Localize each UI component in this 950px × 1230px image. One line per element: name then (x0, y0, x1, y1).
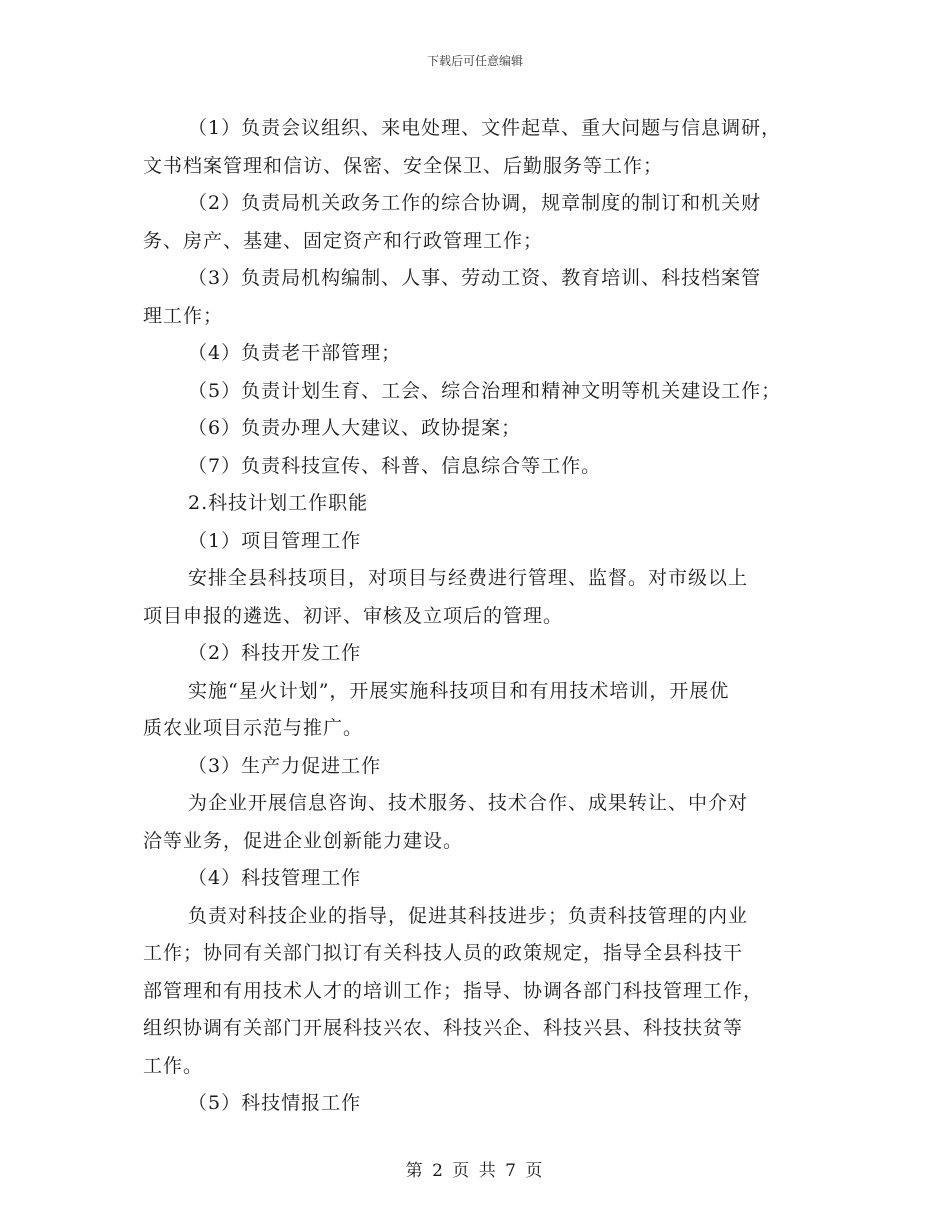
text-line: （1）项目管理工作 (188, 529, 362, 552)
text-line: 务、房产、基建、固定资产和行政管理工作； (143, 229, 544, 252)
text-line: 组织协调有关部门开展科技兴农、科技兴企、科技兴县、科技扶贫等 (143, 1017, 744, 1039)
text-line: （1）负责会议组织、来电处理、文件起草、重大问题与信息调研， (188, 117, 782, 139)
text-line: 理工作； (143, 304, 224, 327)
text-line: 洽等业务，促进企业创新能力建设。 (143, 829, 464, 852)
text-line: （5）科技情报工作 (188, 1092, 362, 1114)
text-line: 部管理和有用技术人才的培训工作；指导、协调各部门科技管理工作， (143, 979, 764, 1002)
text-line: 项目申报的遴选、初评、审核及立项后的管理。 (143, 604, 564, 627)
text-line: 2.科技计划工作职能 (188, 492, 369, 514)
text-line: （4）负责老干部管理； (188, 342, 402, 364)
text-line: 实施“星火计划”，开展实施科技项目和有用技术培训，开展优 (188, 679, 730, 702)
text-line: （4）科技管理工作 (188, 867, 362, 889)
document-body (143, 110, 823, 1123)
text-line: 质农业项目示范与推广。 (143, 717, 364, 739)
text-line: （2）科技开发工作 (188, 642, 362, 664)
text-line: 文书档案管理和信访、保密、安全保卫、后勤服务等工作； (143, 154, 664, 177)
text-line: 安排全县科技项目，对项目与经费进行管理、监督。对市级以上 (188, 567, 749, 589)
text-line: （3）负责局机构编制、人事、劳动工资、教育培训、科技档案管 (188, 267, 762, 289)
text-line: 工作；协同有关部门拟订有关科技人员的政策规定，指导全县科技干 (143, 942, 744, 964)
text-line: （2）负责局机关政务工作的综合协调，规章制度的制订和机关财 (188, 192, 762, 214)
text-line: （7）负责科技宣传、科普、信息综合等工作。 (188, 454, 602, 477)
text-line: 负责对科技企业的指导，促进其科技进步；负责科技管理的内业 (188, 904, 749, 927)
text-line: 工作。 (143, 1054, 204, 1077)
page-header: 下载后可任意编辑 (426, 54, 523, 68)
text-line: 为企业开展信息咨询、技术服务、技术合作、成果转让、中介对 (188, 792, 749, 814)
text-line: （6）负责办理人大建议、政协提案； (188, 417, 522, 439)
text-line: （5）负责计划生育、工会、综合治理和精神文明等机关建设工作； (188, 379, 782, 402)
text-line: （3）生产力促进工作 (188, 754, 382, 777)
page-footer: 第 2 页 共 7 页 (405, 1161, 545, 1181)
